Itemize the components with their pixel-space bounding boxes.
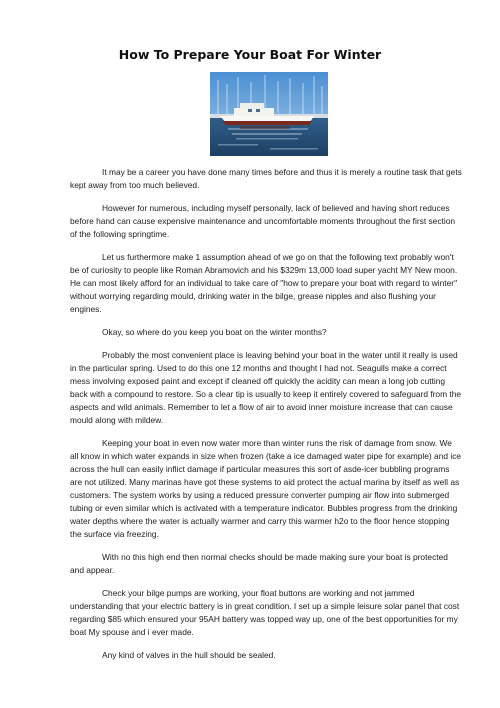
paragraph: However for numerous, including myself personally, lack of believed and having short reduces before hand can cause expensive maintenance and uncomfortable moments throughout the first section of the following springtime. bbox=[70, 203, 456, 239]
paragraph: It may be a career you have done many times before and thus it is merely a routine task that gets kept away from too much believed. bbox=[70, 167, 462, 190]
paragraph: Check your bilge pumps are working, your float buttons are working and not jammed understanding that your electric battery is in great condition. I set up a simple leisure solar panel that cost regarding $85 which ensured your 95AH battery was topped way up, one of the best opportunities for my boat My spouse and i ever made. bbox=[70, 588, 460, 637]
marina-boat-photo bbox=[210, 72, 328, 156]
paragraph: Keeping your boat in even now water more than winter runs the risk of damage from snow. We all know in which water expands in size when frozen (take a ice damaged water pipe for example) and ice across the hull can easily inflict damage if particular measures this sort of asde-icer bubbling programs are not utilized. Many marinas have got these systems to aid protect the actual marina by itself as well as customers. The system works by using a reduced pressure converter pumping air flow into submerged tubing or even similar which is activated with a temperature indicator. Bubbles progress from the drinking water depths where the water is actually warmer and carry this warmer h2o to the floor hence stopping the surface via freezing. bbox=[70, 438, 462, 539]
paragraph: Okay, so where do you keep you boat on the winter months? bbox=[102, 327, 327, 337]
paragraph: With no this high end then normal checks should be made making sure your boat is protected and appear. bbox=[70, 552, 448, 575]
page-title: How To Prepare Your Boat For Winter bbox=[118, 47, 382, 62]
article-body bbox=[70, 166, 462, 672]
paragraph: Probably the most convenient place is leaving behind your boat in the water until it really is used in the particular spring. Used to do this one 12 months and thought I had not. Seagulls make a correct mess involving exposed paint and except if cleaned off quickly the acidity can mean a long job cutting back with a compound to restore. So a clear tip is usually to keep it entirely covered to safeguard from the aspects and wild animals. Remember to let a flow of air to avoid inner moisture increase that can cause mould along with mildew. bbox=[70, 350, 462, 425]
paragraph: Let us furthermore make 1 assumption ahead of we go on that the following text probably won't be of curiosity to people like Roman Abramovich and his $329m 13,000 load super yacht MY New moon. He can most likely afford for an individual to take care of "how to prepare your boat with regard to winter" without worrying regarding mould, drinking water in the bilge, grease nipples and also flushing your engines. bbox=[70, 252, 458, 314]
paragraph: Any kind of valves in the hull should be sealed. bbox=[102, 650, 276, 660]
